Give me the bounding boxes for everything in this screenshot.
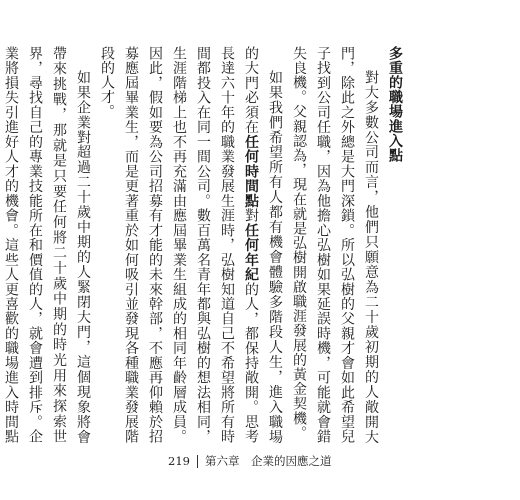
- section-heading: 多重的職場進入點: [387, 46, 403, 163]
- paragraph-2-text-e: 的人，都保持敞開。思考長達六十年的職業發展生涯時，弘樹知道自己不希望將所有時間都投入在同一間公司。數百萬名青年都與弘樹的想法相同，生涯階梯上也不再充滿由應屆畢業生組成的相同年齡層成員。因此，假如要為公司招募有才能的未來幹部，不應再仰賴於招募應屆畢業生，而是更著重於如何吸引並發現各種職業發展階段的人才。: [99, 46, 259, 445]
- paragraph-3: 如果企業對超過二十歲中期的人緊閉大門，這個現象將會帶來挑戰，那就是只要任何將二十歲中期的時光用來探索世界，尋找自己的專業技能所在和價值的人，就會遭到排斥。企業將損失引進好人才的機會。這些人更喜歡的職場進入時間點: [3, 46, 91, 444]
- emphasis-any-age: 任何年紀: [243, 222, 259, 282]
- page-body-text: [0, 46, 407, 444]
- footer-divider: [197, 455, 198, 468]
- page-number: 219: [168, 454, 190, 468]
- page-footer: [168, 454, 331, 468]
- paragraph-2-text-a: 如果我們希望所有人都有機會體驗多階段人生，進入職場的大門必須在: [243, 46, 283, 444]
- chapter-title: 第六章 企業的因應之道: [204, 454, 332, 468]
- paragraph-2: [95, 46, 287, 444]
- emphasis-any-time: 任何時間點: [243, 134, 259, 209]
- paragraph-2-text-c: 對: [243, 208, 259, 223]
- paragraph-1: 對大多數公司而言，他們只願意為二十歲初期的人敞開大門，除此之外總是大門深鎖。所以弘樹的父親才會如此希望兒子找到公司任職，因為他擔心弘樹如果延誤時機，可能就會錯失良機。父親認為，現在就是弘樹開啟職涯發展的黃金契機。: [291, 46, 379, 444]
